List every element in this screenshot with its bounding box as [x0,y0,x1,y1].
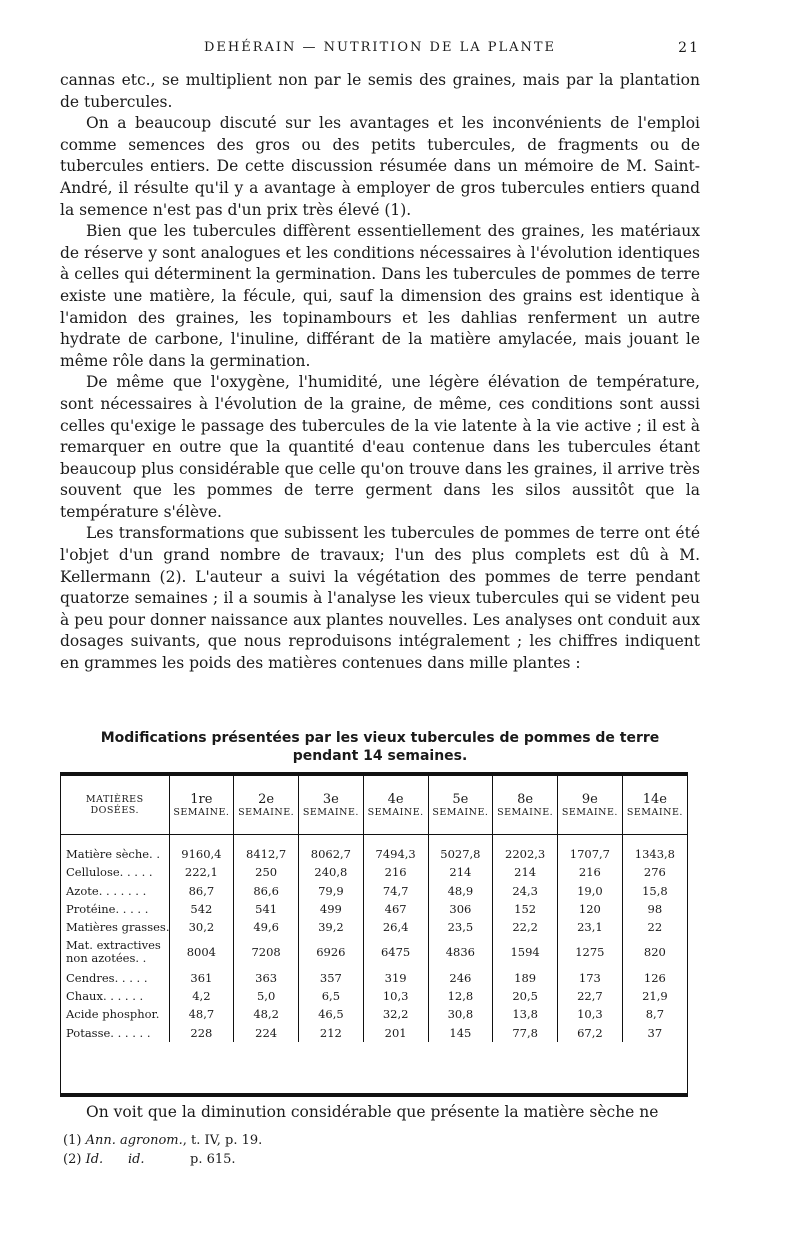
footnote-rest: , t. IV, p. 19. [182,1133,263,1148]
body-text [60,70,700,675]
table-row [61,936,687,968]
table-cell: 499 [299,900,364,918]
paragraph: On a beaucoup discuté sur les avantages et les inconvénients de l'emploi comme semences des gros ou des petits tubercules, de fragments ou de tubercules entiers. De cette discussion résumée dans un mémoire de M. Saint-André, il résulte qu'il y a avantage à employer de gros tubercules entiers quand la semence n'est pas d'un prix très élevé (1). [60,114,700,219]
table-cell: 48,7 [169,1005,234,1023]
table-cell: 189 [493,968,558,986]
week-ordinal: 4e [387,792,404,807]
table-cell: 120 [558,900,623,918]
row-label: Potasse. . . . . . [66,1025,151,1040]
running-title: DEHÉRAIN — NUTRITION DE LA PLANTE [203,40,557,55]
table-row [61,882,687,900]
table-cell: 19,0 [558,882,623,900]
table-cell: 23,5 [428,918,493,936]
table-cell: 820 [622,936,687,968]
footnote-mark: (1) [63,1133,82,1148]
week-ordinal: 14e [642,792,667,807]
running-header [60,40,700,66]
table-cell: 8062,7 [299,845,364,863]
table-cell: 22 [622,918,687,936]
table-title-line: Modifications présentées par les vieux tubercules de pommes de terre [100,730,660,746]
table-cell: 467 [363,900,428,918]
table-cell: 201 [363,1023,428,1041]
table-cell: 214 [493,863,558,881]
week-label: SEMAINE. [302,807,359,818]
table-cell: 2202,3 [493,845,558,863]
table-cell: 98 [622,900,687,918]
week-label: SEMAINE. [238,807,295,818]
table-cell: 26,4 [363,918,428,936]
column-header [493,776,558,835]
continuation-text: On voit que la diminution considérable que présente la matière sèche ne [86,1103,659,1121]
footnote-ref: Ann. agronom. [85,1133,183,1148]
table-row [61,845,687,863]
table-cell: 319 [363,968,428,986]
table-cell: 126 [622,968,687,986]
table-cell: 23,1 [558,918,623,936]
table-cell: 37 [622,1023,687,1041]
week-ordinal: 3e [322,792,339,807]
footnote [63,1151,236,1169]
page-number: 21 [678,40,700,56]
table-cell: 74,7 [363,882,428,900]
table-cell: 22,7 [558,987,623,1005]
table-cell: 6926 [299,936,364,968]
table-cell: 4836 [428,936,493,968]
row-label: Mat. extractives non azotées. . [66,938,161,966]
table-cell: 216 [558,863,623,881]
column-header: MATIÈRES DOSÉES. [61,776,169,835]
table-cell: 1707,7 [558,845,623,863]
table-cell: 1343,8 [622,845,687,863]
table-cell: 6,5 [299,987,364,1005]
paragraph: Les transformations que subissent les tubercules de pommes de terre ont été l'objet d'un grand nombre de travaux; l'un des plus complets est dû à M. Kellermann (2). L'auteur a suivi la végétation des pommes de terre pendant quatorze semaines ; il a soumis à l'analyse les vieux tubercules qui se vident peu à peu pour donner naissance aux plantes nouvelles. Les analyses ont conduit aux dosages suivants, que nous reproduisons intégralement ; les chiffres indiquent en grammes les poids des matières contenues dans mille plantes : [60,524,700,673]
row-label: Azote. . . . . . . [66,883,147,898]
week-label: SEMAINE. [626,807,683,818]
footnote-rest: p. 615. [144,1152,236,1167]
table-cell: 212 [299,1023,364,1041]
table-cell: 240,8 [299,863,364,881]
table-title-line: pendant 14 semaines. [292,748,468,764]
footnote [63,1132,262,1150]
column-header [299,776,364,835]
table-cell: 30,2 [169,918,234,936]
table-cell: 32,2 [363,1005,428,1023]
paragraph: De même que l'oxygène, l'humidité, une légère élévation de température, sont nécessaires à l'évolution de la graine, de même, ces conditions sont aussi celles qu'exige le passage des tubercules de la vie latente à la vie active ; il est à remarquer en outre que la quantité d'eau contenue dans les tubercules étant beaucoup plus considérable que celle qu'on trouve dans les graines, il arrive très souvent que les pommes de terre germent dans les silos aussitôt que la température s'élève. [60,373,700,521]
table-cell: 67,2 [558,1023,623,1041]
table-row [61,1005,687,1023]
column-header [428,776,493,835]
table-cell: 77,8 [493,1023,558,1041]
row-label: Matière sèche. . [66,847,161,862]
row-label: Cellulose. . . . . [66,865,153,880]
table-cell: 10,3 [558,1005,623,1023]
table-body [61,835,687,1042]
table-cell: 9160,4 [169,845,234,863]
table-cell: 542 [169,900,234,918]
row-label: Matières grasses. [66,920,170,935]
week-label: SEMAINE. [432,807,489,818]
footnote-mark: (2) [63,1152,82,1167]
table-cell: 541 [234,900,299,918]
table-cell: 8004 [169,936,234,968]
table-cell: 8412,7 [234,845,299,863]
table-row [61,1023,687,1041]
column-header [169,776,234,835]
table-cell: 79,9 [299,882,364,900]
table-cell: 46,5 [299,1005,364,1023]
table-row [61,987,687,1005]
table-cell: 5027,8 [428,845,493,863]
table-cell: 86,7 [169,882,234,900]
table-row [61,900,687,918]
table-cell: 216 [363,863,428,881]
table-header-row [61,776,687,835]
table-cell: 13,8 [493,1005,558,1023]
table-cell: 21,9 [622,987,687,1005]
table-cell: 1594 [493,936,558,968]
week-label: SEMAINE. [561,807,618,818]
data-table [60,772,688,1097]
week-ordinal: 1re [190,792,213,807]
table-row [61,968,687,986]
table-cell: 30,8 [428,1005,493,1023]
table-cell: 12,8 [428,987,493,1005]
table-cell: 7208 [234,936,299,968]
table-cell: 86,6 [234,882,299,900]
spacer-row [61,835,687,846]
table-cell: 250 [234,863,299,881]
table-cell: 22,2 [493,918,558,936]
table-cell: 39,2 [299,918,364,936]
table-title [60,729,700,765]
row-label: Chaux. . . . . . [66,988,144,1003]
table-cell: 8,7 [622,1005,687,1023]
column-header [363,776,428,835]
table-cell: 228 [169,1023,234,1041]
table-cell: 145 [428,1023,493,1041]
week-ordinal: 8e [517,792,534,807]
table-cell: 10,3 [363,987,428,1005]
table-cell: 49,6 [234,918,299,936]
week-label: SEMAINE. [173,807,230,818]
row-label: Acide phosphor. [66,1007,160,1022]
table-cell: 222,1 [169,863,234,881]
week-ordinal: 9e [581,792,598,807]
table-cell: 6475 [363,936,428,968]
footnote-ref: Id. id. [85,1152,145,1167]
table-cell: 276 [622,863,687,881]
table-cell: 214 [428,863,493,881]
week-label: SEMAINE. [497,807,554,818]
table-cell: 224 [234,1023,299,1041]
paragraph: cannas etc., se multiplient non par le semis des graines, mais par la plantation de tubercules. [60,71,700,111]
table-cell: 24,3 [493,882,558,900]
week-ordinal: 5e [452,792,469,807]
table-row [61,863,687,881]
table-cell: 152 [493,900,558,918]
table-cell: 1275 [558,936,623,968]
table-cell: 7494,3 [363,845,428,863]
table-cell: 48,2 [234,1005,299,1023]
week-label: SEMAINE. [367,807,424,818]
table-cell: 20,5 [493,987,558,1005]
table-cell: 363 [234,968,299,986]
table-row [61,918,687,936]
table-cell: 361 [169,968,234,986]
table-cell: 5,0 [234,987,299,1005]
row-label: Cendres. . . . . [66,970,148,985]
column-header [234,776,299,835]
table-cell: 48,9 [428,882,493,900]
table-cell: 357 [299,968,364,986]
table-cell: 246 [428,968,493,986]
column-header [622,776,687,835]
week-ordinal: 2e [258,792,275,807]
row-label: Protéine. . . . . [66,902,149,917]
table-cell: 15,8 [622,882,687,900]
paragraph: Bien que les tubercules diffèrent essentiellement des graines, les matériaux de réserve y sont analogues et les conditions nécessaires à l'évolution identiques à celles qui déterminent la germination. Dans les tubercules de pommes de terre existe une matière, la fécule, qui, sauf la dimension des grains est identique à l'amidon des graines, les topinambours et les dahlias renferment un autre hydrate de carbone, l'inuline, différant de la matière amylacée, mais jouant le même rôle dans la germination. [60,222,700,370]
column-header [558,776,623,835]
table-cell: 173 [558,968,623,986]
table-cell: 306 [428,900,493,918]
table-cell: 4,2 [169,987,234,1005]
